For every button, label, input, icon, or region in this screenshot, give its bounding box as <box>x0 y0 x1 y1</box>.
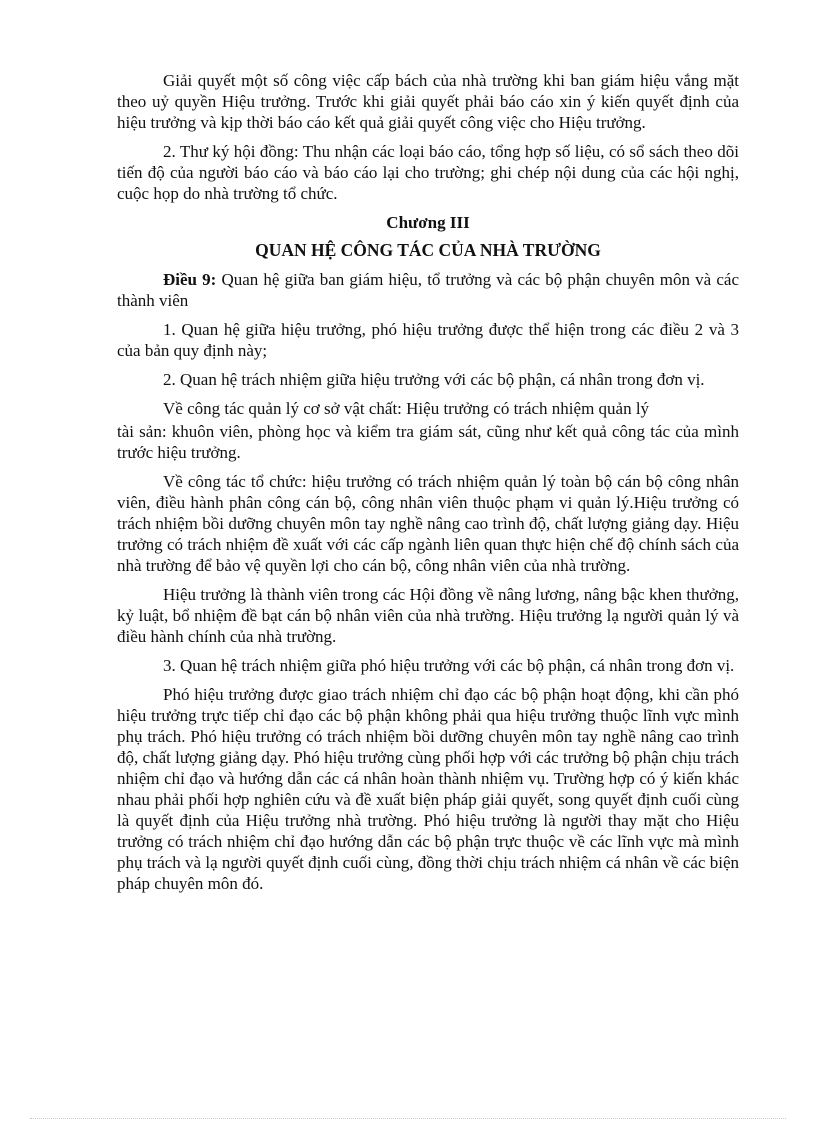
paragraph-facilities-intro: Về công tác quản lý cơ sở vật chất: Hiệu trưởng có trách nhiệm quản lý <box>163 399 650 418</box>
paragraph-council-secretary: 2. Thư ký hội đồng: Thu nhận các loại báo cáo, tổng hợp số liệu, có sổ sách theo dõi tiến độ của người báo cáo và báo cáo lại cho trường; ghi chép nội dung của các hội nghị, cuộc họp do nhà trường tổ chức. <box>117 142 739 203</box>
article-text: Quan hệ giữa ban giám hiệu, tổ trưởng và các bộ phận chuyên môn và các thành viên <box>117 270 739 310</box>
paragraph-urgent-work: Giải quyết một số công việc cấp bách của nhà trường khi ban giám hiệu vắng mặt theo uỷ quyền Hiệu trưởng. Trước khi giải quyết phải báo cáo xin ý kiến quyết định của hiệu trưởng và kịp thời báo cáo kết quả giải quyết công việc cho Hiệu trưởng. <box>117 71 739 132</box>
paragraph-organization: Về công tác tổ chức: hiệu trưởng có trách nhiệm quản lý toàn bộ cán bộ công nhân viên, điều hành phân công cán bộ, công nhân viên thuộc phạm vi quản lý.Hiệu trưởng có trách nhiệm bồi dưỡng chuyên môn tay nghề nâng cao trình độ, chất lượng giảng dạy. Hiệu trưởng có trách nhiệm đề xuất với các cấp ngành liên quan thực hiện chế độ chính sách của nhà trường để bảo vệ quyền lợi cho cán bộ, công nhân viên của nhà trường. <box>117 472 739 575</box>
chapter-title: QUAN HỆ CÔNG TÁC CỦA NHÀ TRƯỜNG <box>255 240 601 260</box>
document-page <box>117 70 739 902</box>
paragraph-principal-member: Hiệu trưởng là thành viên trong các Hội đồng về nâng lương, nâng bậc khen thưởng, kỷ luật, bổ nhiệm đề bạt cán bộ nhân viên của nhà trường. Hiệu trưởng lạ người quản lý và điều hành chính của nhà trường. <box>117 585 739 646</box>
paragraph-relation-1: 1. Quan hệ giữa hiệu trưởng, phó hiệu trưởng được thể hiện trong các điều 2 và 3 của bản quy định này; <box>117 320 739 360</box>
chapter-number: Chương III <box>386 213 470 232</box>
paragraph-relation-2: 2. Quan hệ trách nhiệm giữa hiệu trưởng với các bộ phận, cá nhân trong đơn vị. <box>163 370 705 389</box>
footer-divider <box>30 1118 786 1119</box>
paragraph-facilities-continued: tài sản: khuôn viên, phòng học và kiểm tra giám sát, cũng như kết quả công tác của mình trước hiệu trưởng. <box>117 422 739 462</box>
article-label: Điều 9: <box>163 270 217 289</box>
paragraph-relation-3: 3. Quan hệ trách nhiệm giữa phó hiệu trưởng với các bộ phận, cá nhân trong đơn vị. <box>163 656 735 675</box>
article-9 <box>117 269 739 311</box>
paragraph-vice-principal: Phó hiệu trưởng được giao trách nhiệm chỉ đạo các bộ phận hoạt động, khi cần phó hiệu trưởng trực tiếp chỉ đạo các bộ phận không phải qua hiệu trưởng thuộc lĩnh vực mình phụ trách. Phó hiệu trưởng có trách nhiệm bồi dưỡng chuyên môn tay nghề nâng cao trình độ, chất lượng giảng dạy. Phó hiệu trưởng cùng phối hợp với các trưởng bộ phận chịu trách nhiệm chỉ đạo và hướng dẫn các cá nhân hoàn thành nhiệm vụ. Trường hợp có ý kiến khác nhau phải phối hợp nghiên cứu và đề xuất biện pháp giải quyết, song quyết định cuối cùng là quyết định của Hiệu trưởng nhà trường. Phó hiệu trưởng là người thay mặt cho Hiệu trưởng có trách nhiệm chỉ đạo hướng dẫn các bộ phận trực thuộc về các lĩnh vực mà mình phụ trách và lạ người quyết định cuối cùng, đồng thời chịu trách nhiệm cá nhân về các biện pháp chuyên môn đó. <box>117 685 739 893</box>
